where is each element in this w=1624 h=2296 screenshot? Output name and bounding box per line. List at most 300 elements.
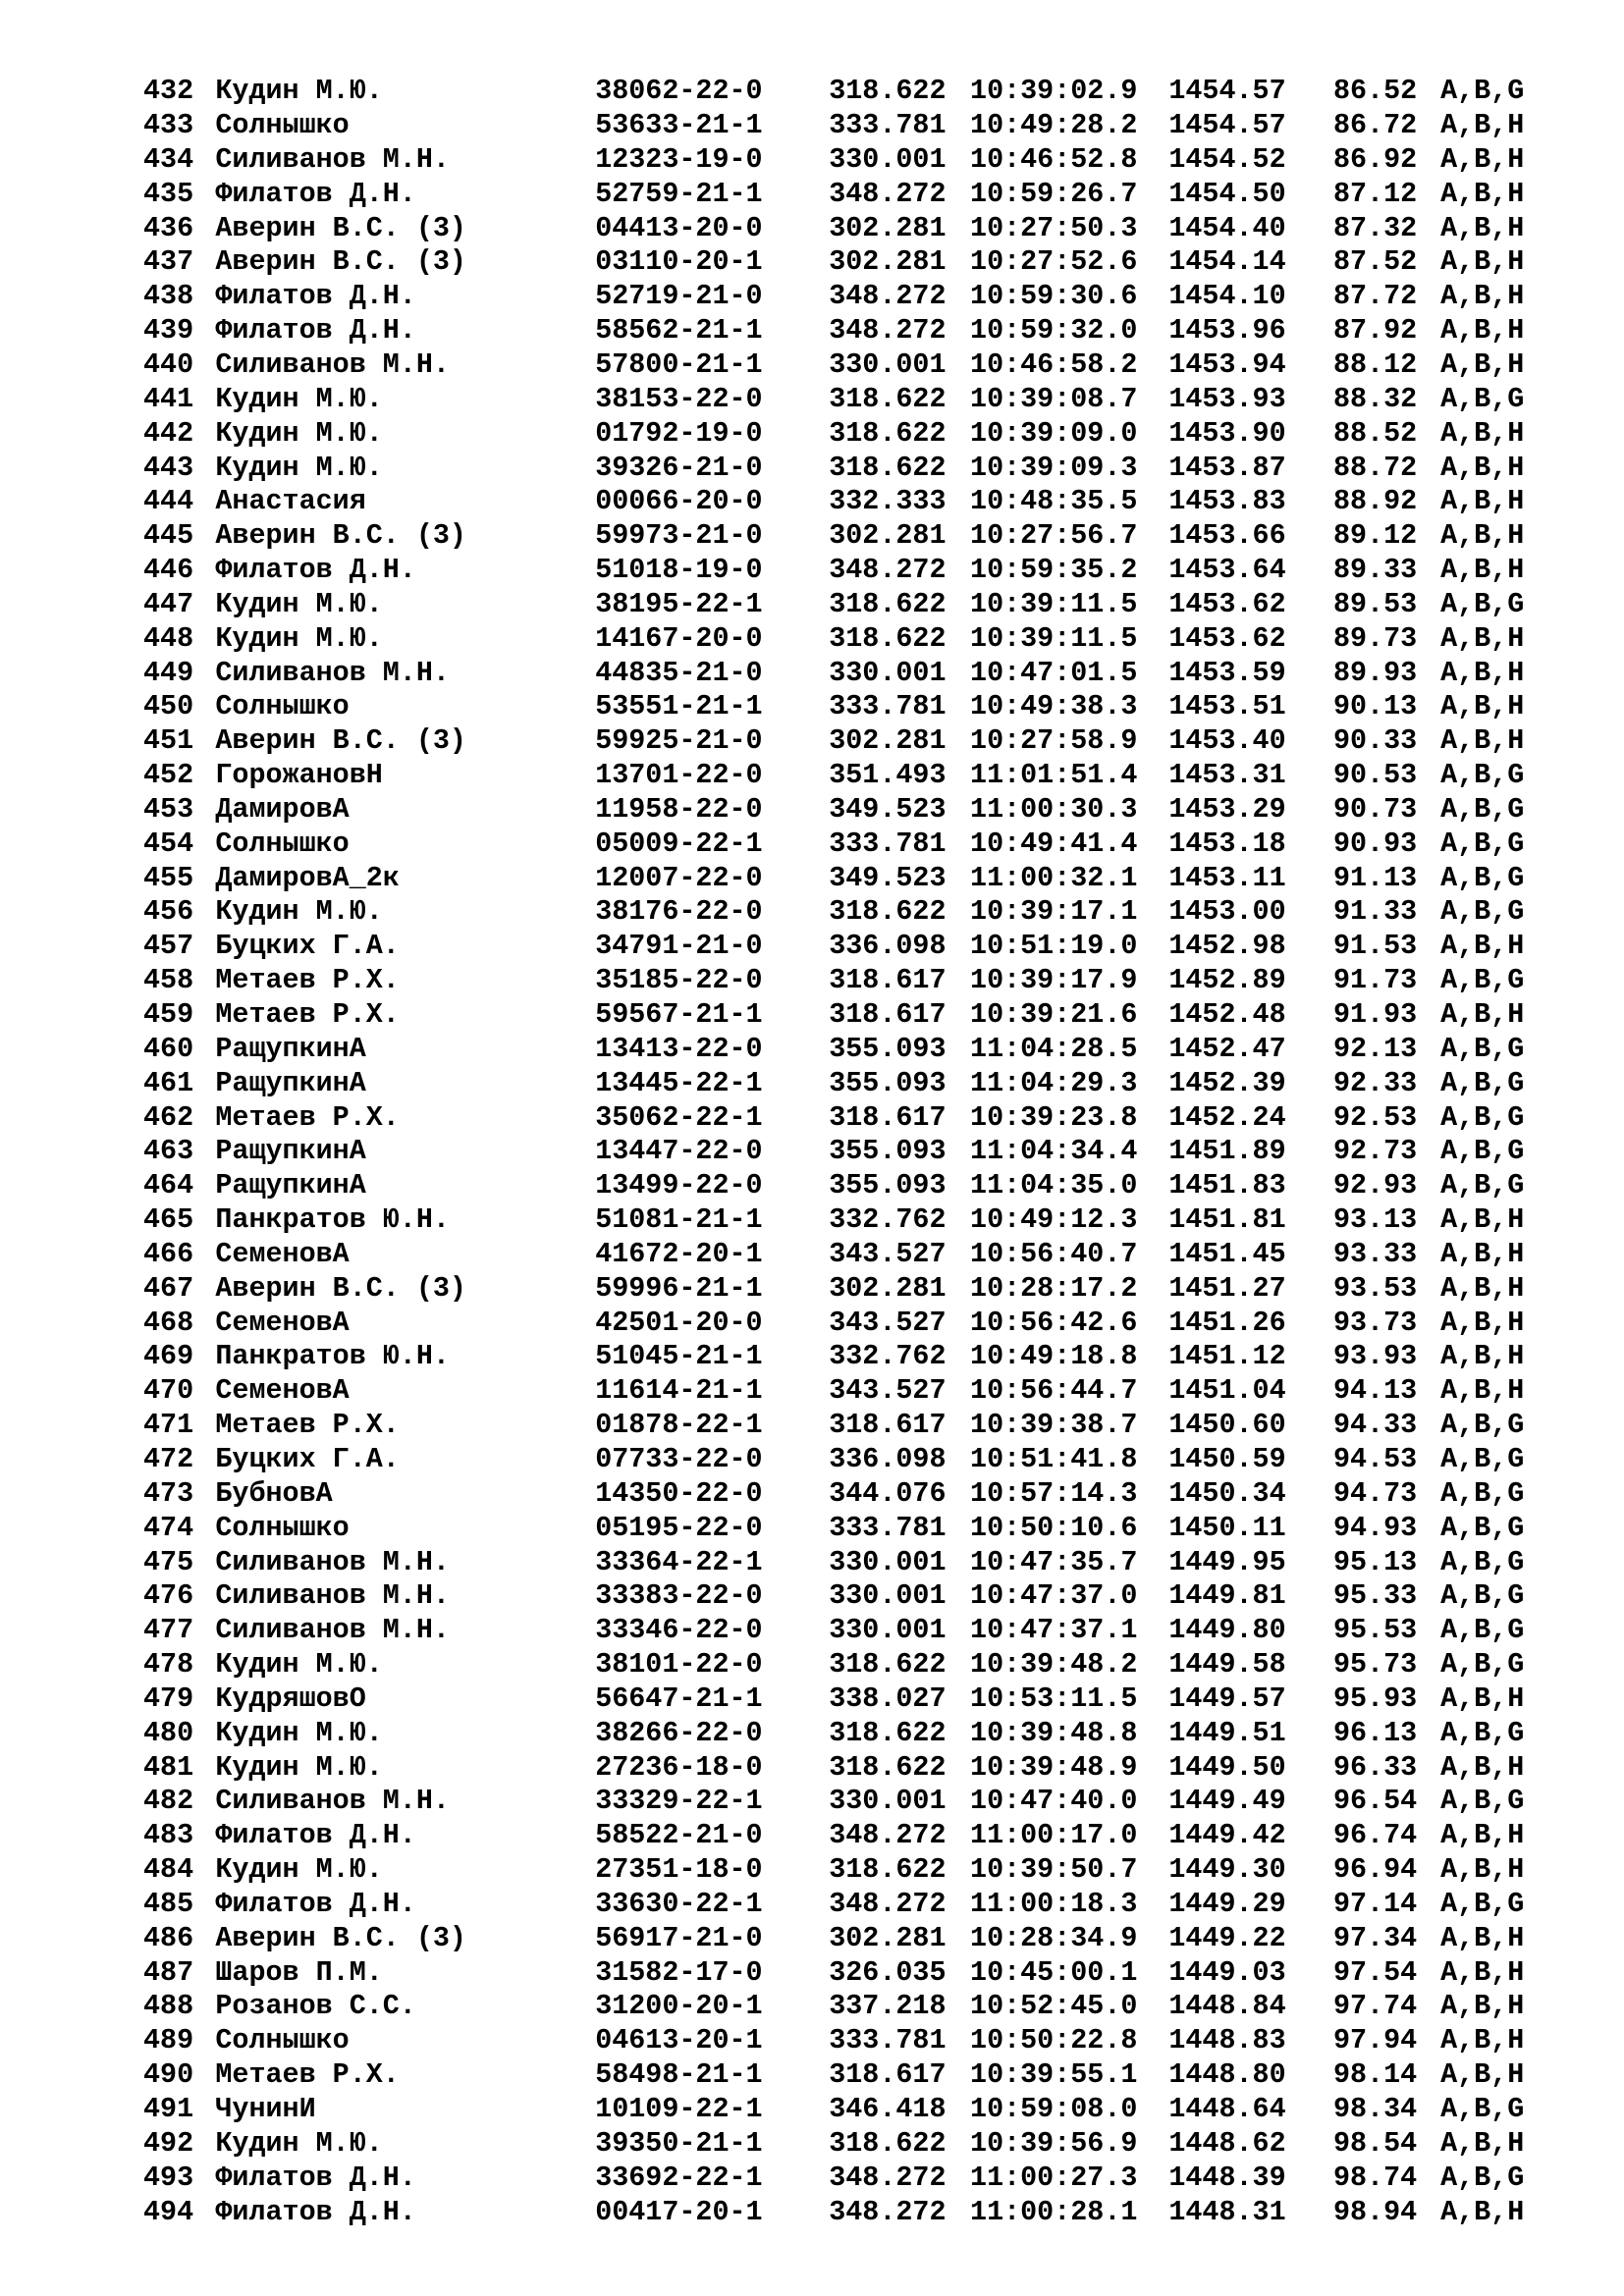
time-stamp: 10:53:11.5 xyxy=(970,1682,1138,1715)
operator-name: Солнышко xyxy=(215,2024,350,2057)
flags: A,B,G xyxy=(1440,1476,1525,1510)
row-number: 449 xyxy=(143,656,194,689)
score-value: 1448.80 xyxy=(1168,2058,1286,2092)
operator-name: Солнышко xyxy=(215,1511,350,1544)
score-value: 1449.95 xyxy=(1168,1545,1286,1578)
score-value: 1448.62 xyxy=(1168,2126,1286,2160)
table-row xyxy=(143,1203,1567,1238)
flags: A,B,H xyxy=(1440,1203,1525,1237)
flags: A,B,H xyxy=(1440,485,1525,518)
record-id: 44835-21-0 xyxy=(595,656,763,689)
flags: A,B,H xyxy=(1440,1682,1525,1715)
table-row xyxy=(143,656,1567,690)
flags: A,B,H xyxy=(1440,347,1525,381)
time-stamp: 10:56:40.7 xyxy=(970,1237,1138,1270)
time-stamp: 10:50:10.6 xyxy=(970,1511,1138,1544)
score-value: 1449.22 xyxy=(1168,1921,1286,1954)
percent-value: 93.33 xyxy=(1332,1237,1418,1270)
record-id: 27236-18-0 xyxy=(595,1750,763,1784)
table-row xyxy=(143,1750,1567,1785)
percent-value: 94.73 xyxy=(1332,1476,1418,1510)
score-value: 1450.60 xyxy=(1168,1409,1286,1442)
operator-name: Аверин В.С. (3) xyxy=(215,519,466,553)
operator-name: Кудин М.Ю. xyxy=(215,1716,383,1749)
time-stamp: 10:28:17.2 xyxy=(970,1271,1138,1305)
table-row xyxy=(143,2127,1567,2162)
table-row xyxy=(143,1374,1567,1409)
frequency: 338.027 xyxy=(829,1682,947,1715)
row-number: 447 xyxy=(143,587,194,620)
operator-name: Солнышко xyxy=(215,827,350,860)
table-row xyxy=(143,1717,1567,1751)
table-row xyxy=(143,451,1567,485)
percent-value: 91.53 xyxy=(1332,930,1418,963)
frequency: 318.622 xyxy=(829,1750,947,1784)
time-stamp: 10:49:38.3 xyxy=(970,690,1138,723)
table-row xyxy=(143,1066,1567,1100)
frequency: 318.622 xyxy=(829,587,947,620)
row-number: 477 xyxy=(143,1614,194,1647)
row-number: 450 xyxy=(143,690,194,723)
frequency: 302.281 xyxy=(829,1271,947,1305)
operator-name: Кудин М.Ю. xyxy=(215,1648,383,1682)
frequency: 318.622 xyxy=(829,451,947,484)
record-id: 52719-21-0 xyxy=(595,280,763,313)
score-value: 1453.31 xyxy=(1168,759,1286,792)
score-value: 1449.51 xyxy=(1168,1716,1286,1749)
frequency: 343.527 xyxy=(829,1306,947,1339)
record-id: 38176-22-0 xyxy=(595,895,763,929)
score-value: 1452.24 xyxy=(1168,1100,1286,1134)
score-value: 1448.84 xyxy=(1168,1990,1286,2023)
record-id: 04413-20-0 xyxy=(595,211,763,244)
percent-value: 89.53 xyxy=(1332,587,1418,620)
row-number: 468 xyxy=(143,1306,194,1339)
record-id: 39326-21-0 xyxy=(595,451,763,484)
table-row xyxy=(143,1477,1567,1512)
operator-name: Кудин М.Ю. xyxy=(215,2126,383,2160)
time-stamp: 10:39:48.8 xyxy=(970,1716,1138,1749)
row-number: 441 xyxy=(143,382,194,415)
percent-value: 98.14 xyxy=(1332,2058,1418,2092)
row-number: 434 xyxy=(143,142,194,176)
table-row xyxy=(143,1511,1567,1545)
row-number: 433 xyxy=(143,109,194,142)
percent-value: 91.33 xyxy=(1332,895,1418,929)
record-id: 51081-21-1 xyxy=(595,1203,763,1237)
record-id: 51045-21-1 xyxy=(595,1340,763,1373)
flags: A,B,H xyxy=(1440,1750,1525,1784)
frequency: 318.622 xyxy=(829,382,947,415)
record-id: 58562-21-1 xyxy=(595,314,763,347)
frequency: 348.272 xyxy=(829,280,947,313)
percent-value: 97.14 xyxy=(1332,1887,1418,1920)
operator-name: Метаев Р.Х. xyxy=(215,1100,400,1134)
row-number: 489 xyxy=(143,2024,194,2057)
frequency: 302.281 xyxy=(829,724,947,758)
flags: A,B,G xyxy=(1440,1579,1525,1613)
operator-name: Филатов Д.Н. xyxy=(215,2195,416,2228)
table-row xyxy=(143,1409,1567,1443)
record-id: 38101-22-0 xyxy=(595,1648,763,1682)
flags: A,B,H xyxy=(1440,1990,1525,2023)
percent-value: 94.33 xyxy=(1332,1409,1418,1442)
row-number: 479 xyxy=(143,1682,194,1715)
operator-name: СеменовА xyxy=(215,1237,350,1270)
operator-name: Филатов Д.Н. xyxy=(215,1887,416,1920)
row-number: 438 xyxy=(143,280,194,313)
percent-value: 87.72 xyxy=(1332,280,1418,313)
frequency: 337.218 xyxy=(829,1990,947,2023)
flags: A,B,H xyxy=(1440,998,1525,1031)
record-id: 59567-21-1 xyxy=(595,998,763,1031)
score-value: 1453.62 xyxy=(1168,621,1286,655)
operator-name: Буцких Г.А. xyxy=(215,1442,400,1475)
row-number: 460 xyxy=(143,1032,194,1065)
table-row xyxy=(143,2093,1567,2127)
time-stamp: 10:46:58.2 xyxy=(970,347,1138,381)
record-id: 56917-21-0 xyxy=(595,1921,763,1954)
table-row xyxy=(143,519,1567,554)
row-number: 469 xyxy=(143,1340,194,1373)
score-value: 1454.57 xyxy=(1168,75,1286,108)
score-value: 1453.83 xyxy=(1168,485,1286,518)
score-value: 1451.27 xyxy=(1168,1271,1286,1305)
row-number: 494 xyxy=(143,2195,194,2228)
score-value: 1449.50 xyxy=(1168,1750,1286,1784)
frequency: 333.781 xyxy=(829,827,947,860)
table-row xyxy=(143,1614,1567,1648)
score-value: 1453.51 xyxy=(1168,690,1286,723)
frequency: 351.493 xyxy=(829,759,947,792)
flags: A,B,H xyxy=(1440,519,1525,553)
row-number: 491 xyxy=(143,2093,194,2125)
row-number: 439 xyxy=(143,314,194,347)
time-stamp: 10:52:45.0 xyxy=(970,1990,1138,2023)
time-stamp: 10:57:14.3 xyxy=(970,1476,1138,1510)
record-id: 10109-22-1 xyxy=(595,2093,763,2125)
operator-name: Аверин В.С. (3) xyxy=(215,211,466,244)
score-value: 1450.34 xyxy=(1168,1476,1286,1510)
frequency: 348.272 xyxy=(829,2161,947,2194)
record-id: 31582-17-0 xyxy=(595,1955,763,1989)
score-value: 1452.89 xyxy=(1168,964,1286,997)
record-id: 38195-22-1 xyxy=(595,587,763,620)
operator-name: Силиванов М.Н. xyxy=(215,142,450,176)
percent-value: 86.52 xyxy=(1332,75,1418,108)
frequency: 333.781 xyxy=(829,109,947,142)
percent-value: 88.52 xyxy=(1332,416,1418,450)
score-value: 1453.40 xyxy=(1168,724,1286,758)
results-table xyxy=(143,75,1567,2229)
row-number: 492 xyxy=(143,2126,194,2160)
operator-name: Филатов Д.Н. xyxy=(215,177,416,210)
frequency: 348.272 xyxy=(829,314,947,347)
score-value: 1451.12 xyxy=(1168,1340,1286,1373)
operator-name: Кудин М.Ю. xyxy=(215,621,383,655)
operator-name: Кудин М.Ю. xyxy=(215,382,383,415)
time-stamp: 11:04:34.4 xyxy=(970,1135,1138,1168)
table-row xyxy=(143,1033,1567,1067)
frequency: 332.762 xyxy=(829,1340,947,1373)
table-row xyxy=(143,930,1567,964)
flags: A,B,G xyxy=(1440,792,1525,826)
record-id: 38266-22-0 xyxy=(595,1716,763,1749)
row-number: 480 xyxy=(143,1716,194,1749)
frequency: 333.781 xyxy=(829,2024,947,2057)
table-row xyxy=(143,690,1567,724)
time-stamp: 10:39:50.7 xyxy=(970,1853,1138,1887)
record-id: 53633-21-1 xyxy=(595,109,763,142)
time-stamp: 11:00:17.0 xyxy=(970,1819,1138,1852)
flags: A,B,H xyxy=(1440,109,1525,142)
flags: A,B,G xyxy=(1440,1716,1525,1749)
operator-name: Анастасия xyxy=(215,485,366,518)
flags: A,B,H xyxy=(1440,690,1525,723)
time-stamp: 10:47:37.0 xyxy=(970,1579,1138,1613)
row-number: 484 xyxy=(143,1853,194,1887)
row-number: 472 xyxy=(143,1442,194,1475)
operator-name: Панкратов Ю.Н. xyxy=(215,1203,450,1237)
table-row xyxy=(143,554,1567,588)
score-value: 1453.66 xyxy=(1168,519,1286,553)
percent-value: 89.73 xyxy=(1332,621,1418,655)
time-stamp: 10:51:19.0 xyxy=(970,930,1138,963)
record-id: 14350-22-0 xyxy=(595,1476,763,1510)
percent-value: 89.93 xyxy=(1332,656,1418,689)
flags: A,B,G xyxy=(1440,1169,1525,1202)
frequency: 344.076 xyxy=(829,1476,947,1510)
flags: A,B,G xyxy=(1440,1545,1525,1578)
table-row xyxy=(143,1169,1567,1203)
record-id: 59925-21-0 xyxy=(595,724,763,758)
percent-value: 95.13 xyxy=(1332,1545,1418,1578)
operator-name: Силиванов М.Н. xyxy=(215,1579,450,1613)
score-value: 1453.59 xyxy=(1168,656,1286,689)
flags: A,B,H xyxy=(1440,245,1525,279)
time-stamp: 10:49:12.3 xyxy=(970,1203,1138,1237)
record-id: 01878-22-1 xyxy=(595,1409,763,1442)
frequency: 302.281 xyxy=(829,519,947,553)
record-id: 04613-20-1 xyxy=(595,2024,763,2057)
table-row xyxy=(143,724,1567,759)
record-id: 34791-21-0 xyxy=(595,930,763,963)
percent-value: 94.13 xyxy=(1332,1374,1418,1408)
score-value: 1454.50 xyxy=(1168,177,1286,210)
score-value: 1454.40 xyxy=(1168,211,1286,244)
frequency: 330.001 xyxy=(829,1545,947,1578)
score-value: 1451.89 xyxy=(1168,1135,1286,1168)
percent-value: 88.12 xyxy=(1332,347,1418,381)
table-row xyxy=(143,998,1567,1033)
record-id: 33630-22-1 xyxy=(595,1887,763,1920)
record-id: 58522-21-0 xyxy=(595,1819,763,1852)
percent-value: 90.33 xyxy=(1332,724,1418,758)
operator-name: Аверин В.С. (3) xyxy=(215,245,466,279)
row-number: 453 xyxy=(143,792,194,826)
row-number: 482 xyxy=(143,1785,194,1818)
record-id: 13445-22-1 xyxy=(595,1066,763,1099)
score-value: 1453.62 xyxy=(1168,587,1286,620)
frequency: 330.001 xyxy=(829,1614,947,1647)
table-row xyxy=(143,348,1567,383)
operator-name: Филатов Д.Н. xyxy=(215,280,416,313)
flags: A,B,G xyxy=(1440,1066,1525,1099)
frequency: 318.622 xyxy=(829,621,947,655)
table-row xyxy=(143,1682,1567,1717)
frequency: 318.622 xyxy=(829,895,947,929)
flags: A,B,G xyxy=(1440,1614,1525,1647)
time-stamp: 11:00:18.3 xyxy=(970,1887,1138,1920)
frequency: 302.281 xyxy=(829,245,947,279)
record-id: 01792-19-0 xyxy=(595,416,763,450)
score-value: 1452.48 xyxy=(1168,998,1286,1031)
row-number: 474 xyxy=(143,1511,194,1544)
time-stamp: 10:59:26.7 xyxy=(970,177,1138,210)
table-row xyxy=(143,416,1567,451)
record-id: 11958-22-0 xyxy=(595,792,763,826)
time-stamp: 10:59:32.0 xyxy=(970,314,1138,347)
record-id: 33329-22-1 xyxy=(595,1785,763,1818)
operator-name: ГорожановН xyxy=(215,759,383,792)
record-id: 42501-20-0 xyxy=(595,1306,763,1339)
flags: A,B,G xyxy=(1440,382,1525,415)
row-number: 470 xyxy=(143,1374,194,1408)
percent-value: 96.54 xyxy=(1332,1785,1418,1818)
operator-name: Силиванов М.Н. xyxy=(215,1785,450,1818)
row-number: 451 xyxy=(143,724,194,758)
percent-value: 90.13 xyxy=(1332,690,1418,723)
record-id: 38153-22-0 xyxy=(595,382,763,415)
operator-name: Метаев Р.Х. xyxy=(215,964,400,997)
operator-name: Метаев Р.Х. xyxy=(215,998,400,1031)
frequency: 336.098 xyxy=(829,930,947,963)
percent-value: 97.94 xyxy=(1332,2024,1418,2057)
time-stamp: 11:00:30.3 xyxy=(970,792,1138,826)
percent-value: 88.92 xyxy=(1332,485,1418,518)
frequency: 330.001 xyxy=(829,1785,947,1818)
row-number: 471 xyxy=(143,1409,194,1442)
table-row xyxy=(143,2058,1567,2093)
table-row xyxy=(143,964,1567,998)
operator-name: ДамировА xyxy=(215,792,350,826)
percent-value: 91.13 xyxy=(1332,861,1418,894)
row-number: 456 xyxy=(143,895,194,929)
record-id: 11614-21-1 xyxy=(595,1374,763,1408)
time-stamp: 10:39:55.1 xyxy=(970,2058,1138,2092)
operator-name: Аверин В.С. (3) xyxy=(215,724,466,758)
flags: A,B,H xyxy=(1440,656,1525,689)
table-row xyxy=(143,1443,1567,1477)
score-value: 1449.30 xyxy=(1168,1853,1286,1887)
row-number: 476 xyxy=(143,1579,194,1613)
table-row xyxy=(143,1545,1567,1579)
score-value: 1454.52 xyxy=(1168,142,1286,176)
flags: A,B,H xyxy=(1440,2195,1525,2228)
percent-value: 90.53 xyxy=(1332,759,1418,792)
percent-value: 89.12 xyxy=(1332,519,1418,553)
row-number: 486 xyxy=(143,1921,194,1954)
frequency: 343.527 xyxy=(829,1374,947,1408)
row-number: 465 xyxy=(143,1203,194,1237)
flags: A,B,H xyxy=(1440,1374,1525,1408)
flags: A,B,H xyxy=(1440,280,1525,313)
row-number: 462 xyxy=(143,1100,194,1134)
time-stamp: 10:39:02.9 xyxy=(970,75,1138,108)
percent-value: 97.74 xyxy=(1332,1990,1418,2023)
time-stamp: 10:39:56.9 xyxy=(970,2126,1138,2160)
record-id: 39350-21-1 xyxy=(595,2126,763,2160)
score-value: 1449.58 xyxy=(1168,1648,1286,1682)
score-value: 1448.31 xyxy=(1168,2195,1286,2228)
table-row xyxy=(143,759,1567,793)
flags: A,B,G xyxy=(1440,1511,1525,1544)
percent-value: 97.34 xyxy=(1332,1921,1418,1954)
frequency: 330.001 xyxy=(829,142,947,176)
frequency: 302.281 xyxy=(829,211,947,244)
flags: A,B,H xyxy=(1440,1819,1525,1852)
row-number: 445 xyxy=(143,519,194,553)
percent-value: 98.34 xyxy=(1332,2093,1418,2125)
record-id: 35062-22-1 xyxy=(595,1100,763,1134)
table-row xyxy=(143,1135,1567,1169)
row-number: 446 xyxy=(143,554,194,587)
table-row xyxy=(143,485,1567,519)
row-number: 488 xyxy=(143,1990,194,2023)
flags: A,B,H xyxy=(1440,930,1525,963)
time-stamp: 11:04:28.5 xyxy=(970,1032,1138,1065)
score-value: 1452.39 xyxy=(1168,1066,1286,1099)
table-row xyxy=(143,383,1567,417)
score-value: 1449.81 xyxy=(1168,1579,1286,1613)
frequency: 330.001 xyxy=(829,1579,947,1613)
percent-value: 94.93 xyxy=(1332,1511,1418,1544)
table-row xyxy=(143,1785,1567,1819)
flags: A,B,G xyxy=(1440,827,1525,860)
operator-name: Шаров П.М. xyxy=(215,1955,383,1989)
time-stamp: 10:47:37.1 xyxy=(970,1614,1138,1647)
row-number: 457 xyxy=(143,930,194,963)
flags: A,B,G xyxy=(1440,2093,1525,2125)
time-stamp: 10:49:41.4 xyxy=(970,827,1138,860)
table-row xyxy=(143,2024,1567,2058)
score-value: 1451.04 xyxy=(1168,1374,1286,1408)
table-row xyxy=(143,178,1567,212)
record-id: 57800-21-1 xyxy=(595,347,763,381)
table-row xyxy=(143,75,1567,109)
table-row xyxy=(143,1238,1567,1272)
time-stamp: 10:59:08.0 xyxy=(970,2093,1138,2125)
frequency: 318.617 xyxy=(829,964,947,997)
table-row xyxy=(143,1579,1567,1614)
frequency: 336.098 xyxy=(829,1442,947,1475)
frequency: 349.523 xyxy=(829,861,947,894)
frequency: 318.622 xyxy=(829,2126,947,2160)
score-value: 1453.29 xyxy=(1168,792,1286,826)
score-value: 1449.29 xyxy=(1168,1887,1286,1920)
record-id: 00066-20-0 xyxy=(595,485,763,518)
table-row xyxy=(143,1648,1567,1682)
row-number: 455 xyxy=(143,861,194,894)
percent-value: 92.93 xyxy=(1332,1169,1418,1202)
row-number: 448 xyxy=(143,621,194,655)
operator-name: Филатов Д.Н. xyxy=(215,554,416,587)
record-id: 27351-18-0 xyxy=(595,1853,763,1887)
percent-value: 92.53 xyxy=(1332,1100,1418,1134)
flags: A,B,G xyxy=(1440,1100,1525,1134)
time-stamp: 10:50:22.8 xyxy=(970,2024,1138,2057)
row-number: 473 xyxy=(143,1476,194,1510)
